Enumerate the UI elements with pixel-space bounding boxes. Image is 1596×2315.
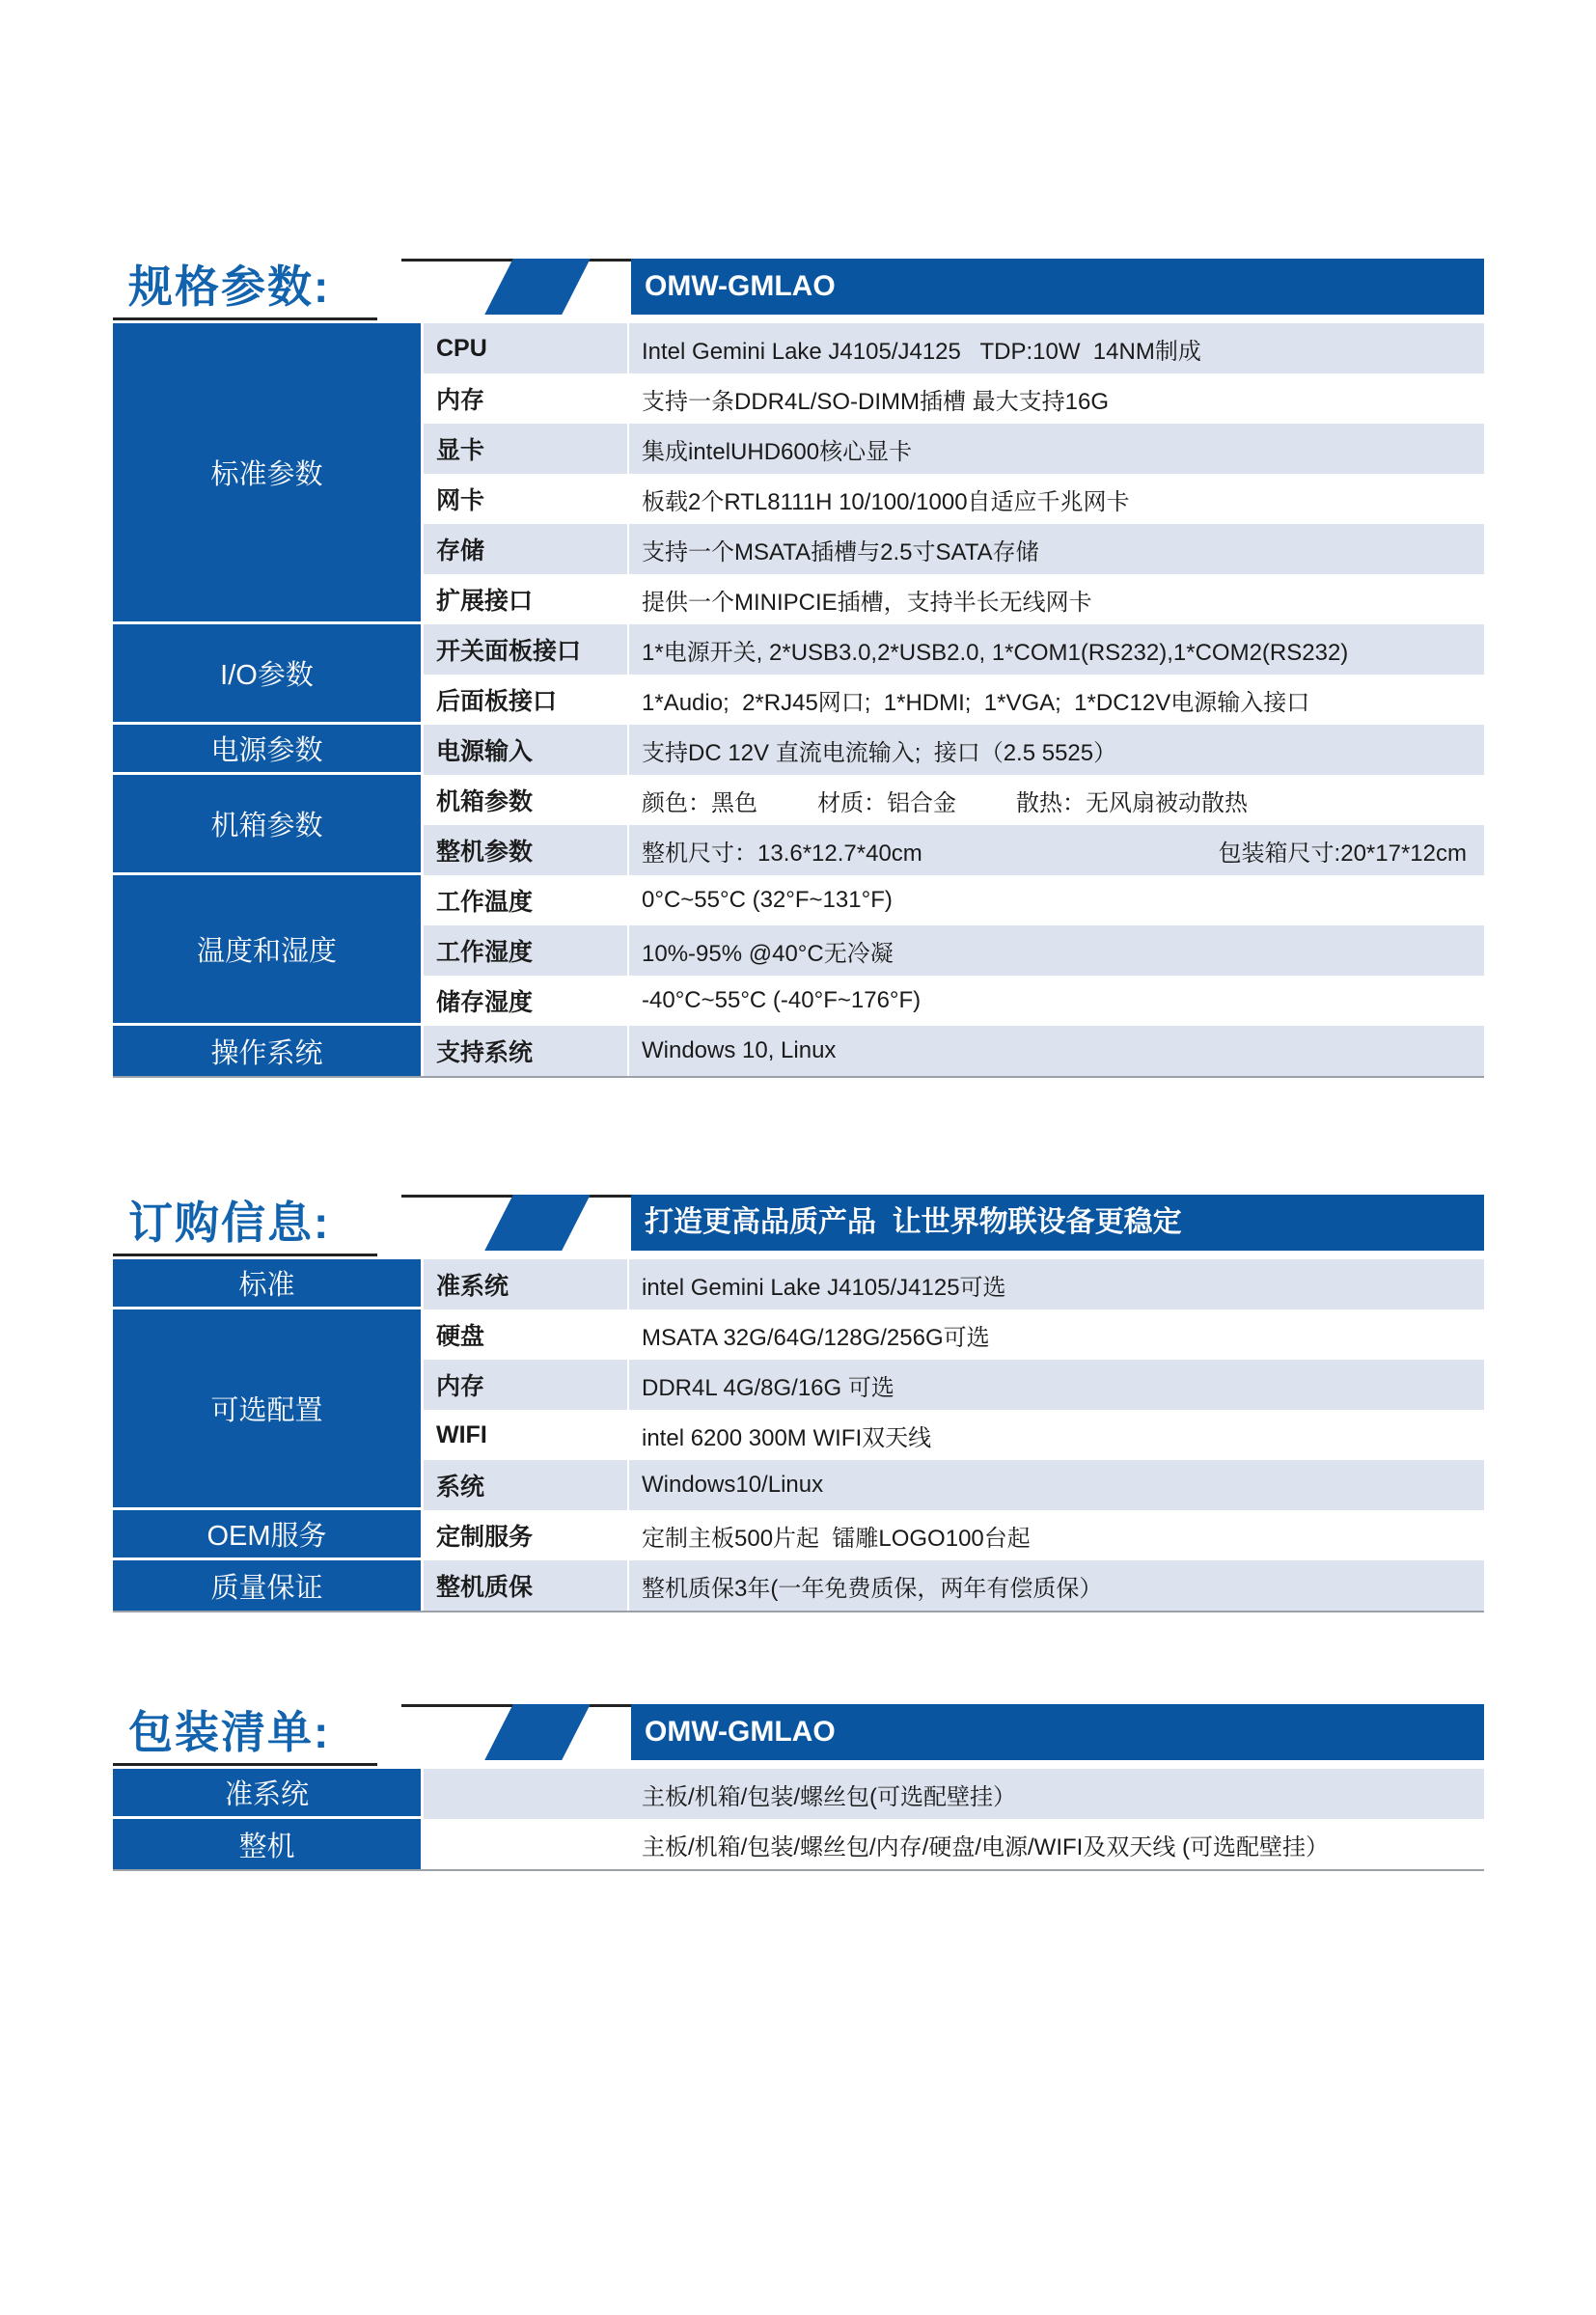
row-value-part: 材质：铝合金 <box>817 789 956 816</box>
table-row <box>424 976 1484 1026</box>
row-label: 扩展接口 <box>436 588 534 615</box>
row-label: 准系统 <box>436 1273 509 1300</box>
row-value-part: 散热：无风扇被动散热 <box>1016 789 1248 816</box>
table-row <box>424 1510 1484 1560</box>
table-row <box>424 725 1484 775</box>
row-value-cell <box>627 875 1484 925</box>
group-cell: 质量保证 <box>113 1560 421 1611</box>
section-header-bar-title: OMW-GMLAO <box>645 1716 836 1748</box>
row-value-cell <box>627 775 1484 825</box>
table-row <box>424 424 1484 474</box>
spec-table <box>113 323 1484 1076</box>
row-value-cell <box>627 424 1484 474</box>
row-value: 主板/机箱/包装/螺丝包/内存/硬盘/电源/WIFI及双天线 (可选配壁挂） <box>642 1833 1329 1860</box>
group-cell: 标准 <box>113 1259 421 1309</box>
table-row <box>424 524 1484 574</box>
table-row <box>424 875 1484 925</box>
row-value-cell <box>627 1510 1484 1560</box>
row-value: 1*电源开关, 2*USB3.0,2*USB2.0, 1*COM1(RS232),1*COM2(RS232) <box>642 639 1349 666</box>
row-label: 工作温度 <box>436 889 534 916</box>
table-row <box>424 775 1484 825</box>
group-cell: OEM服务 <box>113 1510 421 1560</box>
row-label: 工作湿度 <box>436 939 534 966</box>
table-row <box>424 323 1484 373</box>
row-value: 定制主板500片起 镭雕LOGO100台起 <box>642 1525 1031 1552</box>
row-value-cell <box>627 825 1484 875</box>
row-value: 10%-95% @40°C无冷凝 <box>642 940 894 967</box>
row-value: 1*Audio; 2*RJ45网口; 1*HDMI; 1*VGA; 1*DC12V电源输入接口 <box>642 689 1310 716</box>
row-label: WIFI <box>436 1420 487 1448</box>
section-header-bar <box>631 1195 1484 1251</box>
table-row <box>424 1026 1484 1076</box>
group-column <box>113 323 424 1076</box>
row-value: 集成intelUHD600核心显卡 <box>642 438 913 465</box>
row-label: 机箱参数 <box>436 788 534 815</box>
row-value-cell <box>627 1259 1484 1309</box>
row-value: Windows 10, Linux <box>642 1037 837 1063</box>
section-title-underline <box>113 1254 377 1256</box>
row-value-cell <box>627 373 1484 424</box>
spec-table <box>113 1259 1484 1611</box>
section-header <box>113 259 1484 315</box>
table-row <box>424 675 1484 725</box>
row-label: 内存 <box>436 1373 485 1400</box>
table-row <box>424 1360 1484 1410</box>
row-value: Windows10/Linux <box>642 1472 824 1498</box>
section-header-bar <box>631 1704 1484 1760</box>
row-value-cell <box>627 925 1484 976</box>
row-value-cell <box>424 1819 1484 1869</box>
row-label: 定制服务 <box>436 1524 534 1551</box>
table-row <box>424 1410 1484 1460</box>
group-cell: 电源参数 <box>113 725 421 775</box>
row-value-cell <box>627 1360 1484 1410</box>
section-header <box>113 1195 1484 1251</box>
section-title-underline <box>113 1763 377 1766</box>
group-column <box>113 1259 424 1611</box>
row-value-cell <box>627 524 1484 574</box>
row-label: 网卡 <box>436 487 485 514</box>
row-label: 电源输入 <box>436 738 534 765</box>
row-value-cell <box>627 323 1484 373</box>
row-value-cell <box>627 624 1484 675</box>
row-label: 开关面板接口 <box>436 638 582 665</box>
table-row <box>424 825 1484 875</box>
section-header <box>113 1704 1484 1760</box>
rows-column <box>424 323 1484 1076</box>
row-value-cell <box>627 474 1484 524</box>
section-header-bar-title: OMW-GMLAO <box>645 270 836 302</box>
table-row <box>424 574 1484 624</box>
row-value: MSATA 32G/64G/128G/256G可选 <box>642 1324 990 1351</box>
row-value-cell <box>424 1769 1484 1819</box>
table-row <box>424 1560 1484 1611</box>
table-row <box>424 1769 1484 1819</box>
row-label: 系统 <box>436 1474 485 1501</box>
row-label: 储存湿度 <box>436 989 534 1016</box>
group-cell: 标准参数 <box>113 323 421 624</box>
row-value: 板载2个RTL8111H 10/100/1000自适应千兆网卡 <box>642 488 1130 515</box>
row-label: CPU <box>436 334 487 362</box>
row-value-cell <box>627 1460 1484 1510</box>
table-row <box>424 1819 1484 1869</box>
row-value: DDR4L 4G/8G/16G 可选 <box>642 1374 894 1401</box>
section-header-bar-title: 打造更高品质产品 让世界物联设备更稳定 <box>645 1206 1182 1238</box>
row-value: 支持一条DDR4L/SO-DIMM插槽 最大支持16G <box>642 388 1110 415</box>
row-label: 内存 <box>436 387 485 414</box>
table-row <box>424 624 1484 675</box>
group-cell: 操作系统 <box>113 1026 421 1076</box>
group-cell: 整机 <box>113 1819 421 1869</box>
table-row <box>424 474 1484 524</box>
row-value: 支持一个MSATA插槽与2.5寸SATA存储 <box>642 538 1039 565</box>
header-slash-decoration <box>484 1704 591 1760</box>
row-label: 存储 <box>436 537 485 565</box>
row-value: intel Gemini Lake J4105/J4125可选 <box>642 1274 1006 1301</box>
row-label: 支持系统 <box>436 1039 534 1066</box>
row-value-right: 包装箱尺寸:20*17*12cm <box>1218 840 1467 867</box>
header-slash-decoration <box>484 259 591 315</box>
row-value-cell <box>627 1309 1484 1360</box>
spec-section <box>113 1704 1484 1869</box>
row-label: 显卡 <box>436 437 485 464</box>
row-value: Intel Gemini Lake J4105/J4125 TDP:10W 14NM制成 <box>642 338 1201 365</box>
row-value-cell <box>627 725 1484 775</box>
section-title-underline <box>113 317 377 320</box>
row-value: 0°C~55°C (32°F~131°F) <box>642 887 893 913</box>
table-row <box>424 925 1484 976</box>
row-value-cell <box>627 675 1484 725</box>
spec-section <box>113 259 1484 1076</box>
row-label: 整机参数 <box>436 839 534 866</box>
row-label: 后面板接口 <box>436 688 558 715</box>
group-cell: 温度和湿度 <box>113 875 421 1026</box>
row-value: 整机尺寸：13.6*12.7*40cm <box>642 840 922 867</box>
table-row <box>424 1259 1484 1309</box>
row-value-cell <box>627 1560 1484 1611</box>
header-slash-decoration <box>484 1195 591 1251</box>
row-value-cell <box>627 1410 1484 1460</box>
row-value: intel 6200 300M WIFI双天线 <box>642 1424 932 1451</box>
row-value: -40°C~55°C (-40°F~176°F) <box>642 987 922 1013</box>
row-label: 整机质保 <box>436 1574 534 1601</box>
spec-table <box>113 1769 1484 1869</box>
group-cell: 可选配置 <box>113 1309 421 1510</box>
section-title: 包装清单: <box>128 1707 331 1757</box>
row-label: 硬盘 <box>436 1323 485 1350</box>
group-column <box>113 1769 424 1869</box>
row-value-cell <box>627 574 1484 624</box>
section-title: 订购信息: <box>128 1198 331 1248</box>
table-row <box>424 1460 1484 1510</box>
rows-column <box>424 1769 1484 1869</box>
table-row <box>424 1309 1484 1360</box>
section-header-bar <box>631 259 1484 315</box>
row-value-cell <box>627 1026 1484 1076</box>
group-cell: 准系统 <box>113 1769 421 1819</box>
rows-column <box>424 1259 1484 1611</box>
row-value: 支持DC 12V 直流电流输入; 接口（2.5 5525） <box>642 739 1117 766</box>
row-value: 主板/机箱/包装/螺丝包(可选配壁挂） <box>642 1783 1016 1810</box>
group-cell: 机箱参数 <box>113 775 421 875</box>
row-value-part: 颜色：黑色 <box>642 789 757 816</box>
row-value: 提供一个MINIPCIE插槽，支持半长无线网卡 <box>642 589 1092 616</box>
group-cell: I/O参数 <box>113 624 421 725</box>
spec-section <box>113 1195 1484 1611</box>
section-title: 规格参数: <box>128 262 331 312</box>
table-row <box>424 373 1484 424</box>
row-value: 整机质保3年(一年免费质保，两年有偿质保） <box>642 1575 1103 1602</box>
row-value-cell <box>627 976 1484 1026</box>
